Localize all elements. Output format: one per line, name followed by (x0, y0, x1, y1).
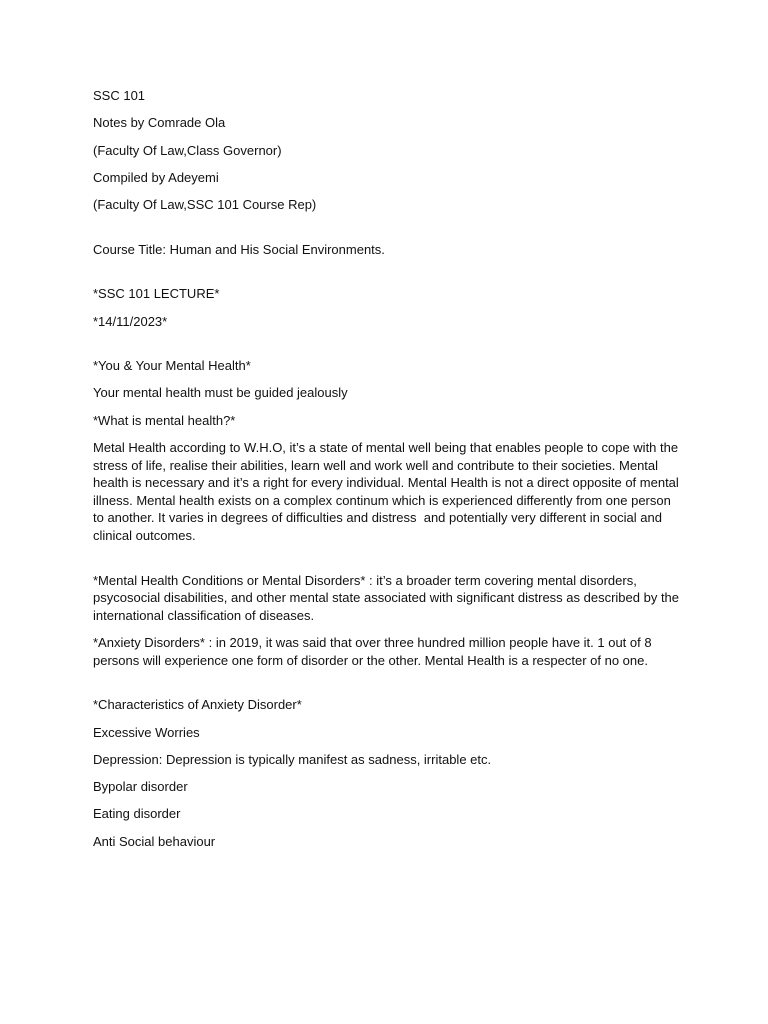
author-affiliation: (Faculty Of Law,Class Governor) (93, 142, 282, 158)
paragraph: Your mental health must be guided jealously (93, 385, 348, 401)
compiler-affiliation: (Faculty Of Law,SSC 101 Course Rep) (93, 197, 317, 213)
paragraph: *Mental Health Conditions or Mental Disorders* : it’s a broader term covering mental disorders, psycosocial disabilities, and other mental state associated with significant distress as described by the international classification of diseases. (93, 572, 683, 623)
subheading: *Characteristics of Anxiety Disorder* (93, 697, 302, 713)
paragraph: Metal Health according to W.H.O, it’s a state of mental well being that enables people to cope with the stress of life, realise their abilities, learn well and work well and contribute to their societies. Mental health is necessary and it’s a right for every individual. Mental Health is not a direct opposite of mental illness. Mental health exists on a complex continum which is experienced differently from one person to another. It varies in degrees of difficulties and distress and potentially very different in social and clinical outcomes. (93, 440, 683, 543)
list-item: Eating disorder (93, 806, 181, 822)
document-body (93, 87, 683, 860)
list-item: Anti Social behaviour (93, 833, 216, 849)
lecture-date: *14/11/2023* (93, 313, 168, 329)
list-item: Depression: Depression is typically manifest as sadness, irritable etc. (93, 751, 492, 767)
lecture-heading: *SSC 101 LECTURE* (93, 286, 220, 302)
list-item: Bypolar disorder (93, 779, 188, 795)
course-code: SSC 101 (93, 88, 146, 103)
paragraph: *Anxiety Disorders* : in 2019, it was said that over three hundred million people have it. 1 out of 8 persons will experience one form of disorder or the other. Mental Health is a respecter of no one. (93, 635, 656, 668)
compiler: Compiled by Adeyemi (93, 169, 219, 185)
notes-author: Notes by Comrade Ola (93, 115, 226, 131)
list-item: Excessive Worries (93, 724, 200, 740)
course-title: Course Title: Human and His Social Environments. (93, 241, 385, 257)
subheading: *What is mental health?* (93, 412, 236, 428)
section-heading: *You & Your Mental Health* (93, 358, 251, 374)
